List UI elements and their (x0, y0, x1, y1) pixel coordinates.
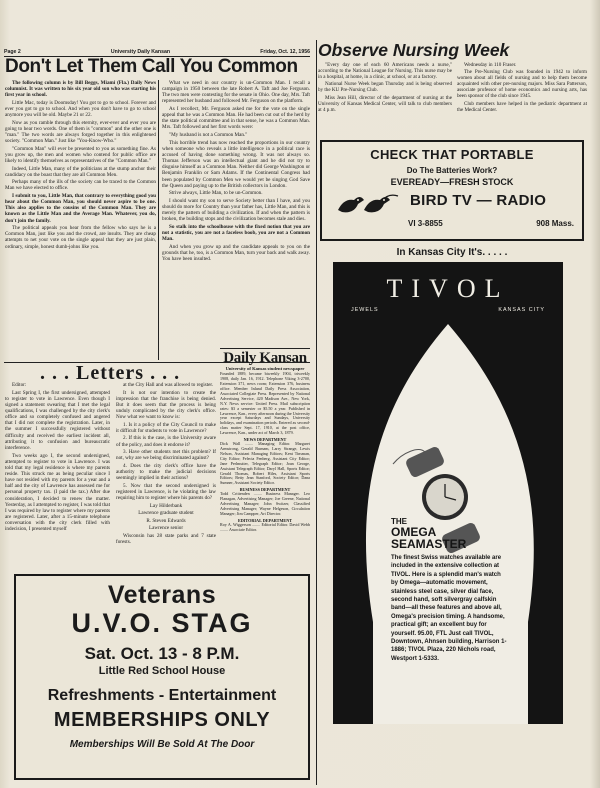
paragraph: I submit to you, Little Man, that contrary to everything good you hear about the Common Man, you should never aspire to be one. This also applies to the cousins of the Common Man. They are known as the Little Man and the Average Man. Whatever, you do, don't join the family. (5, 193, 156, 224)
bird-tv-headline: CHECK THAT PORTABLE (370, 147, 534, 162)
tivol-brand: TIVOL (386, 274, 510, 303)
tivol-copy-block (391, 517, 509, 663)
stag-title: Veterans (107, 581, 217, 609)
paragraph: "Every day one of each 60 Americans needs a nurse," according to the National League for Nursing. This nurse may be in a hospital, at home, in a clinic, at school, or at a factory. (318, 62, 452, 80)
editorial-headline: Don't Let Them Call You Common (5, 56, 298, 77)
bird-tv-phone: VI 3-8855 (408, 219, 443, 228)
stag-date: Sat. Oct. 13 - 8 P.M. (84, 644, 240, 663)
paragraph: "Common Man" will ever be presented to you as something fine. As you grow up, the men and women who contend for public office are likely to identify themselves as representatives of the "Common Man." (5, 145, 156, 165)
nursing-headline: Observe Nursing Week (318, 40, 510, 60)
masthead-details: Founded 1889, became biweekly 1904, triweekly 1908, daily Jan. 16, 1912. Telephone Viking 3-2700, Extension 371, news room; Extension 376, business office. Member Inland Daily Press Association, Associated Collegiate Press. Represented by National Advertising Service, 420 Madison Ave., New York, N.Y. News service: United Press. Mail subscription rates: $3 a semester or $5.50 a year. Published in Lawrence, Kan., every afternoon during the University year except Saturdays and Sundays, University holidays, and examination periods. Entered as second-class matter Sept. 17, 1910, at the post office, Lawrence, Kan., under act of March 3, 1879. (220, 371, 310, 436)
paragraph: Little Mac, today is Doomsday! You got to go to school. Forever and ever you got to go to school. And when you don't have to go to school anymore you will be old. Maybe 21 or 22. (5, 99, 156, 119)
paragraph: Now as you ramble through this eternity, ever-ever and ever you are going to hear two words. One of them is "common" and the other one is "man." The two words are always forged together in this enlightened society. "Common Man." Just like "You-Know-Who." (5, 119, 156, 145)
tivol-city: KANSAS CITY (498, 307, 545, 313)
paragraph: 4. Does the city clerk's office have the authority to make the judicial decisions seemingly implied in their actions? (116, 462, 216, 482)
paragraph: 1. Is it a policy of the City Council to make it difficult for students to vote in Lawrence? (116, 421, 216, 434)
right-column-rule (316, 40, 317, 785)
tivol-ad (333, 262, 563, 724)
paragraph: Perhaps many of the ills of the society can be traced to the Common Man we have elected to office. (5, 179, 156, 192)
paragraph: Lawrence senior (148, 525, 184, 532)
veterans-stag-ad (14, 574, 310, 780)
bird-tv-address: 908 Mass. (536, 219, 574, 228)
folio-line (4, 49, 310, 55)
paragraph: Lawrence graduate student (138, 510, 194, 517)
masthead-subtitle: University of Kansas student newspaper (225, 366, 305, 371)
birds-icon (334, 188, 402, 218)
paragraph: Last Spring I, the first undersigned, attempted to register to vote in Lawrence. Even though I signed a statement swearing that I met the legal qualifications, I was challenged by the city clerk's office and so completely confused and angered that I did not complete the registration. Later, in the summer I successfully registered without difficulty and received the earliest incident all, attributing it to confusion and bureaucratic interference. (5, 389, 110, 451)
paragraph: National Nurse Week began Thursday and is being observed by the KU Pre-Nursing Club. (318, 81, 452, 94)
paragraph: Indeed, Little Man, many of the politicians at the stump anchor their candidacy on the boast that they are all Common Men. (5, 165, 156, 178)
paragraph: Lay Hilderbank (149, 502, 183, 509)
paragraph: Wisconsin has 28 state parks and 7 state forests. (116, 532, 216, 545)
business-dept-heading: BUSINESS DEPARTMENT (239, 487, 291, 493)
letters-column-1 (5, 382, 110, 572)
stag-door-sale: Memberships Will Be Sold At The Door (69, 739, 255, 750)
folio-page: Page 2 (4, 49, 21, 55)
paragraph: The following column is by Bill Beggs, Miami (Fla.) Daily News columnist. It was written to his six year old son who was starting his first year in school. (5, 80, 156, 99)
editorial-dept-staff: Roy A. Wiggerson ........ Editorial Editor. David Webb ........ Associate Editor. (220, 521, 310, 532)
news-dept-staff: Dick Wall ........ Managing Editor. Margaret Armstrong, Gerald Burnam, Larry Strange, Lewis Nelson, Assistant Managing Editors; Kent Tinsman, City Editor; Felecia Fenberg, Assistant City Editor; Jane Perlmutter, Telegraph Editor; Joan George, Assistant Telegraph Editor; Daryl Hall, Sports Editor; Gerald Thomas, Robert Hiles, Assistant Sports Editors; Betty Jean Stanford, Society Editor; Dana Sumner, Assistant Society Editor. (220, 441, 310, 486)
stag-memberships: MEMBERSHIPS ONLY (53, 709, 271, 731)
folio-paper: University Daily Kansan (110, 49, 171, 55)
paragraph: Miss Jean Hill, director of the department of nursing at the University of Kansas Medical Center, will talk to club members at 4 p.m. (318, 94, 452, 113)
paragraph: I should want my son to serve Society better than I have, and you should do more for Country than your father has, Little Man, and this is merely the pattern of building a civilization. If and when the pattern is broken, the building stops and the civilization becomes stale and dies. (162, 197, 310, 223)
paragraph: 2. If this is the case, is the University aware of the policy, and does it endorse it? (116, 435, 216, 448)
tivol-kc-line: In Kansas City It's. . . . . (396, 247, 508, 258)
nursing-column-1 (318, 62, 452, 136)
editorial-column-1 (5, 80, 156, 362)
paragraph: at the City Hall and was allowed to register. (123, 382, 214, 388)
nursing-column-2 (457, 62, 587, 136)
paragraph: 3. Have other students met this problem? If not, why are we being discriminated against? (116, 449, 216, 462)
paragraph: Strive always, Little Man, to be un-Common. (169, 190, 263, 197)
editorial-column-2 (162, 80, 310, 362)
bird-tv-eveready: EVEREADY—FRESH STOCK (390, 177, 514, 187)
stag-subtitle: U.V.O. STAG (71, 608, 253, 638)
letters-heading: . . . Letters . . . (40, 362, 181, 384)
tivol-subline (333, 307, 563, 313)
tivol-jewels: JEWELS (351, 307, 379, 313)
masthead-top-rule (220, 348, 310, 349)
paragraph: As I recollect, Mr. Ferguson asked me for the vote on the single appeal that he was a Common Man. He had been cut out of the herd by the state political committee and in that sense, he was a Common Man. Mrs. Taft followed and her first words were: (162, 106, 310, 131)
tivol-watch-seamaster: SEAMASTER (391, 537, 467, 551)
paragraph: What we need in our country is un-Common Man. I recall a campaign in 1950 between the late Robert A. Taft and Joe Ferguson. The two men were contesting for the senate in Ohio. One day, Mrs. Taft represented her husband and followed Mr. Ferguson on the platform. (162, 80, 310, 105)
paragraph: So stalk into the schoolhouse with the fixed notion that you are not a statistic, you are not a faceless boob, you are not a Common Man. (162, 223, 310, 243)
folio-date: Friday, Oct. 12, 1956 (260, 49, 310, 55)
paragraph: The Pre-Nursing Club was founded in 1942 to inform women about all fields of nursing and to help them become acquainted with other pre-nursing majors. Miss Sara Patterson, associate professor of home economics and nursing arts, has been sponsor of the club since 1945. (457, 69, 587, 100)
masthead-title: Daily Kansan (223, 350, 307, 366)
business-dept-staff: Todd Crittenden ........ Business Manager. Leo Flanagan, Advertising Manager; Joe Greene, National Advertising Manager; John Switzer, Classified Advertising Manager; Wayne Helgeson, Circulation Manager; Jim Campper, Art Director. (220, 491, 310, 516)
tivol-copy: The finest Swiss watches available are included in the extensive collection at TIVOL. Here is a splendid man's watch by Omega—automatic movement, stainless steel case, silver dial face, second hand, soft silvergray calfskin band—all these features and above all, Omega's precision timing. A handsome, practical gift; an excellent buy for yourself. 95.00, FTL Just call TIVOL, Downtown, Ahnsen building, Harrison 1-1886; TIVOL Plaza, 220 Nichols road, Westport 1-5333. (391, 555, 507, 662)
column-rule (158, 80, 159, 360)
paragraph: This horrible trend has now reached the proportions in our country when someone who reveals a little intelligence in a political race is accused of having done something wrong. It was not always so. Thomas Jefferson was an intellectual giant and he did not try to disguise himself as a Common Man. Neither did George Washington or Benjamin Franklin or Sam Adams. If the Continental Congress had been populated by Common Men we would yet be singing God Save the Queen and paying up to the British collectors in London. (162, 139, 310, 189)
tivol-watch-the: THE (391, 517, 407, 526)
bird-tv-brand: BIRD TV — RADIO (410, 192, 547, 209)
tivol-watch-omega: OMEGA (391, 525, 437, 539)
news-dept-heading: NEWS DEPARTMENT (243, 437, 287, 443)
paragraph: It is not our intention to create the impression that the franchise is being denied. But it does seem that the process is being unduly complicated by the city clerk's office. Now what we want to know is: (116, 389, 216, 421)
paragraph: The political appeals you hear from the fellow who says he is a Common Man, just like you and the crowd, are insults. They are cheap attempts to net your vote on the single appeal that they are just plain, ordinary, simple, honest dumb-johns like you. (5, 225, 156, 250)
stag-place: Little Red School House (98, 665, 226, 677)
paragraph: And when you grow up and the candidate appeals to you on the grounds that he, too, is a Common Man, turn your back and walk away. You have been insulted. (162, 243, 310, 262)
paragraph: Two weeks ago I, the second undersigned, attempted to register to vote in Lawrence. I was told that my legal residence is where my parents reside. This struck me as being peculiar since I have not resided with my parents for a year and a half and the city of Lawrence has assessed me for personal property tax. (I paid the tax.) After due consideration, I decided to renew the matter. Yesterday, as I attempted to register, I was told that I was required by law to register where my parents are registered. Later, after a 15-minute telephone conversation with the city clerk filled with indecision, I presented myself (5, 452, 110, 533)
paragraph: 5. Now that the second undersigned is registered in Lawrence, is he violating the law requiring him to register where his parents do? (116, 482, 216, 501)
editorial-dept-heading: EDITORIAL DEPARTMENT (237, 517, 293, 523)
bird-tv-question: Do The Batteries Work? (406, 166, 498, 175)
paragraph: Editor: (12, 382, 27, 388)
masthead-box (220, 348, 310, 576)
paragraph: Wednesday in 110 Fraser. (464, 62, 517, 68)
bird-tv-ad (320, 140, 584, 241)
paragraph: R. Steven Edwards (146, 517, 186, 524)
letters-column-2 (116, 382, 216, 572)
paragraph: "My husband is not a Common Man." (169, 132, 248, 139)
stag-refreshments: Refreshments - Entertainment (47, 687, 277, 704)
paragraph: Club members have helped in the pediatric department at the Medical Center. (457, 100, 587, 113)
